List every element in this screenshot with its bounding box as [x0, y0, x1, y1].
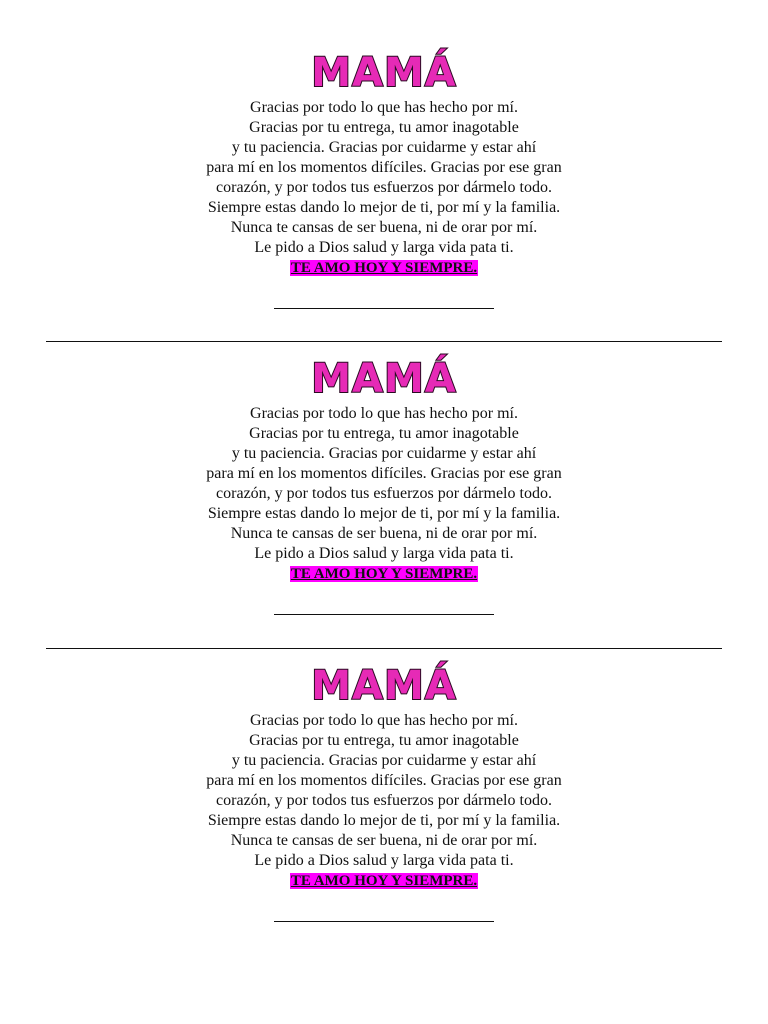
message-line: Le pido a Dios salud y larga vida pata ti.: [254, 239, 514, 256]
highlighted-closing: TE AMO HOY Y SIEMPRE.: [290, 566, 478, 582]
message-line: Siempre estas dando lo mejor de ti, por mí y la familia.: [207, 199, 561, 216]
message-line: Nunca te cansas de ser buena, ni de orar por mí.: [230, 832, 538, 849]
message-line: y tu paciencia. Gracias por cuidarme y estar ahí: [231, 139, 537, 156]
signature-line: [274, 308, 494, 309]
message-line: para mí en los momentos difíciles. Gracias por ese gran: [206, 159, 562, 176]
message-line: Le pido a Dios salud y larga vida pata ti.: [254, 545, 514, 562]
card-message: [0, 711, 768, 891]
message-line: para mí en los momentos difíciles. Gracias por ese gran: [206, 465, 562, 482]
card-title: MAMÁ: [311, 356, 457, 402]
message-line: para mí en los momentos difíciles. Gracias por ese gran: [206, 772, 562, 789]
card-message: [0, 98, 768, 278]
message-line: y tu paciencia. Gracias por cuidarme y estar ahí: [231, 445, 537, 462]
message-line: corazón, y por todos tus esfuerzos por dármelo todo.: [216, 485, 552, 502]
signature-line: [274, 614, 494, 615]
card-title: MAMÁ: [311, 50, 457, 96]
card-title: MAMÁ: [311, 663, 457, 709]
message-line: Gracias por tu entrega, tu amor inagotable: [249, 732, 519, 749]
highlight-line: [0, 871, 768, 891]
dedication-card-3: [0, 663, 768, 922]
message-line: y tu paciencia. Gracias por cuidarme y estar ahí: [231, 752, 537, 769]
card-message: [0, 404, 768, 584]
message-line: Gracias por todo lo que has hecho por mí.: [250, 712, 518, 729]
message-line: Gracias por todo lo que has hecho por mí.: [250, 405, 518, 422]
dedication-card-2: [0, 356, 768, 615]
message-line: Nunca te cansas de ser buena, ni de orar por mí.: [230, 525, 538, 542]
message-line: Gracias por tu entrega, tu amor inagotable: [249, 119, 519, 136]
highlighted-closing: TE AMO HOY Y SIEMPRE.: [290, 260, 478, 276]
message-line: Siempre estas dando lo mejor de ti, por mí y la familia.: [207, 812, 561, 829]
message-line: corazón, y por todos tus esfuerzos por dármelo todo.: [216, 179, 552, 196]
cut-line-separator: [46, 341, 722, 342]
message-line: corazón, y por todos tus esfuerzos por dármelo todo.: [216, 792, 552, 809]
cut-line-separator: [46, 648, 722, 649]
message-line: Gracias por todo lo que has hecho por mí.: [250, 99, 518, 116]
message-line: Siempre estas dando lo mejor de ti, por mí y la familia.: [207, 505, 561, 522]
message-line: Nunca te cansas de ser buena, ni de orar por mí.: [230, 219, 538, 236]
highlighted-closing: TE AMO HOY Y SIEMPRE.: [290, 873, 478, 889]
message-line: Le pido a Dios salud y larga vida pata ti.: [254, 852, 514, 869]
highlight-line: [0, 258, 768, 278]
message-line: Gracias por tu entrega, tu amor inagotable: [249, 425, 519, 442]
dedication-card-1: [0, 50, 768, 309]
highlight-line: [0, 564, 768, 584]
signature-line: [274, 921, 494, 922]
